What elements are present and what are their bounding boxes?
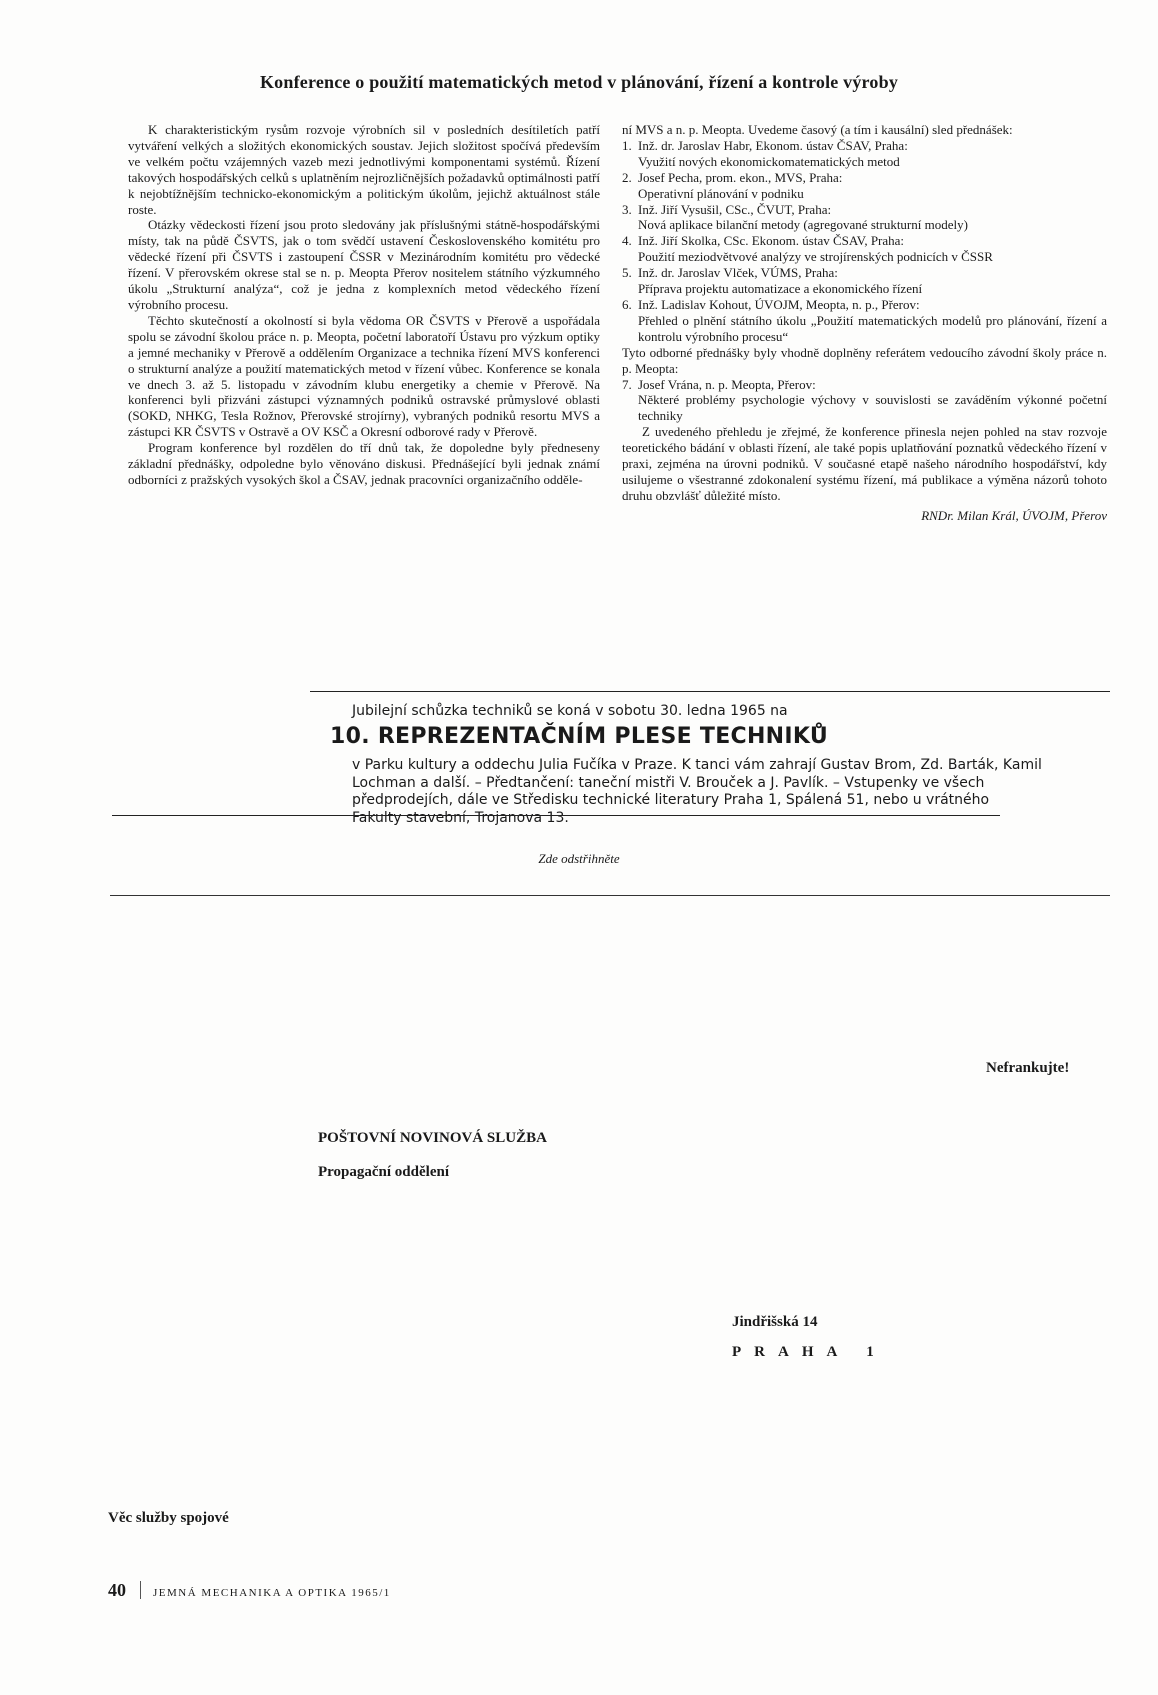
lecture-item [622, 233, 1107, 265]
lecture-speaker: Josef Pecha, prom. ekon., MVS, Praha: [638, 169, 843, 185]
article-right-column [622, 122, 1107, 524]
lecture-topic: Přehled o plnění státního úkolu „Použití matematických modelů pro plánování, řízení a kontrolu výrobního procesu“ [638, 312, 1107, 344]
lecture-number: 7. [622, 376, 632, 392]
paragraph: Z uvedeného přehledu je zřejmé, že konference přinesla nejen pohled na stav rozvoje teoretického bádání v oblasti řízení, ale také popis uplatňování poznatků vědeckého řízení v praxi, zejména na úrovni podniků. V současné etapě našeho národního hospodářství, kdy usilujeme o všestranné zdokonalení systému řízení, má publikace a výměna názorů tohoto druhu obzvlášť důležité místo. [622, 424, 1107, 503]
divider [112, 815, 1000, 816]
lecture-item [622, 265, 1107, 297]
ad-body: v Parku kultury a oddechu Julia Fučíka v Praze. K tanci vám zahrají Gustav Brom, Zd. Barták, Kamil Lochman a další. – Předtančení: taneční mistři V. Brouček a J. Pavlík. – Vstupenky ve všech předprodejích, dále ve Středisku technické literatury Praha 1, Spálená 51, nebo u vrátného Fakulty stavební, Trojanova 13. [352, 757, 1042, 826]
lecture-number: 5. [622, 265, 632, 281]
journal-name: JEMNÁ MECHANIKA A OPTIKA 1965/1 [153, 1587, 391, 1599]
lecture-item [622, 297, 1107, 345]
lecture-speaker: Josef Vrána, n. p. Meopta, Přerov: [638, 376, 816, 392]
lecture-speaker: Inž. dr. Jaroslav Vlček, VÚMS, Praha: [638, 265, 838, 281]
lecture-topic: Operativní plánování v podniku [638, 185, 804, 201]
postal-service-note: Věc služby spojové [108, 1510, 229, 1526]
lecture-topic: Použití meziodvětvové analýzy ve strojírenských podnicích v ČSSR [638, 249, 993, 265]
lecture-number: 6. [622, 296, 632, 312]
paragraph: Otázky vědeckosti řízení jsou proto sledovány jak příslušnými státně-hospodářskými místy, tak na půdě ČSVTS, jak o tom svědčí ustavení Československého komitétu pro vědecké řízení při ČSVTS i zastoupení ČSSR v Mezinárodním komitétu pro vědecké řízení. V přerovském okrese stal se n. p. Meopta Přerov nositelem státního výzkumného úkolu „Strukturní analýza“, což je jedna z komplexních metod vědeckého řízení výrobního procesu. [128, 217, 600, 312]
lecture-list [622, 138, 1107, 345]
addressee-dept: Propagační oddělení [318, 1164, 449, 1180]
cut-line [110, 895, 1110, 896]
paragraph: K charakteristickým rysům rozvoje výrobních sil v posledních desítiletích patří vytváření velkých a složitých ekonomických soustav. Jejich složitost spočívá především ve velkém počtu vzájemných vazeb mezi jednotlivými komponentami systémů. Řízení takových hospodářských celků s uplatněním nejrozličnějších požadavků optimálnosti patří k nejobtížnějším technicko-ekonomickým a politickým úkolům, jejichž aktuálnost stále roste. [128, 122, 600, 217]
author-signature: RNDr. Milan Král, ÚVOJM, Přerov [921, 507, 1107, 523]
lecture-item [622, 138, 1107, 170]
address-street: Jindřišská 14 [732, 1314, 818, 1330]
lecture-number: 1. [622, 137, 632, 153]
ad-intro: Jubilejní schůzka techniků se koná v sobotu 30. ledna 1965 na [352, 703, 788, 719]
paragraph: Těchto skutečností a okolností si byla vědoma OR ČSVTS v Přerově a uspořádala spolu se závodní školou práce n. p. Meopta, početní laboratoří Ústavu pro výzkum optiky a jemné mechaniky v Přerově a oddělením Organizace a technika řízení MVS konferenci o strukturní analýze a použití matematických metod v řízení vůbec. Konference se konala ve dnech 3. až 5. listopadu v závodním klubu energetiky a chemie v Přerově. Na konferenci byli přizváni zástupci významných podniků ostravské průmyslové oblasti (SOKD, NHKG, Tesla Rožnov, Přerovské strojírny), vybraných podniků resortu MVS a zástupci KR ČSVTS v Ostravě a OV KSČ a Okresní odborové rady v Přerově. [128, 312, 600, 440]
lecture-topic: Některé problémy psychologie výchovy v souvislosti se zaváděním výkonné početní techniky [638, 392, 1107, 424]
paragraph: Tyto odborné přednášky byly vhodně doplněny referátem vedoucího závodní školy práce n. p. Meopta: [622, 344, 1107, 376]
page-footer [108, 1578, 391, 1601]
lecture-number: 3. [622, 201, 632, 217]
divider [310, 691, 1110, 692]
article-title: Konference o použití matematických metod v plánování, řízení a kontrole výroby [259, 72, 899, 92]
page-number: 40 [108, 1580, 126, 1600]
lecture-item [622, 170, 1107, 202]
addressee-org: POŠTOVNÍ NOVINOVÁ SLUŽBA [318, 1130, 547, 1146]
article-left-column [128, 122, 600, 488]
lecture-speaker: Inž. dr. Jaroslav Habr, Ekonom. ústav ČSAV, Praha: [638, 137, 908, 153]
lecture-speaker: Inž. Jiří Vysušil, CSc., ČVUT, Praha: [638, 201, 832, 217]
lecture-topic: Využití nových ekonomickomatematických metod [638, 153, 900, 169]
paragraph: Program konference byl rozdělen do tří dnů tak, že dopoledne byly předneseny základní přednášky, odpoledne bylo věnováno diskusi. Přednášející byli jednak známí odborníci z pražských vysokých škol a ČSAV, jednak pracovníci organizačního odděle- [128, 440, 600, 487]
lecture-number: 4. [622, 233, 632, 249]
paragraph: ní MVS a n. p. Meopta. Uvedeme časový (a tím i kausální) sled přednášek: [622, 122, 1013, 137]
lecture-topic: Příprava projektu automatizace a ekonomického řízení [638, 281, 923, 297]
lecture-topic: Nová aplikace bilanční metody (agregované strukturní modely) [638, 217, 968, 233]
lecture-number: 2. [622, 169, 632, 185]
ad-headline: 10. REPREZENTAČNÍM PLESE TECHNIKŮ [329, 724, 829, 749]
cut-here-label: Zde odstřihněte [538, 851, 620, 866]
footer-separator [140, 1581, 141, 1599]
lecture-speaker: Inž. Ladislav Kohout, ÚVOJM, Meopta, n. p., Přerov: [638, 296, 920, 312]
address-city: PRAHA 1 [732, 1344, 887, 1360]
no-postage-note: Nefrankujte! [986, 1060, 1070, 1076]
lecture-speaker: Inž. Jiří Skolka, CSc. Ekonom. ústav ČSAV, Praha: [638, 233, 905, 249]
lecture-item [622, 202, 1107, 234]
lecture-item [622, 377, 1107, 425]
